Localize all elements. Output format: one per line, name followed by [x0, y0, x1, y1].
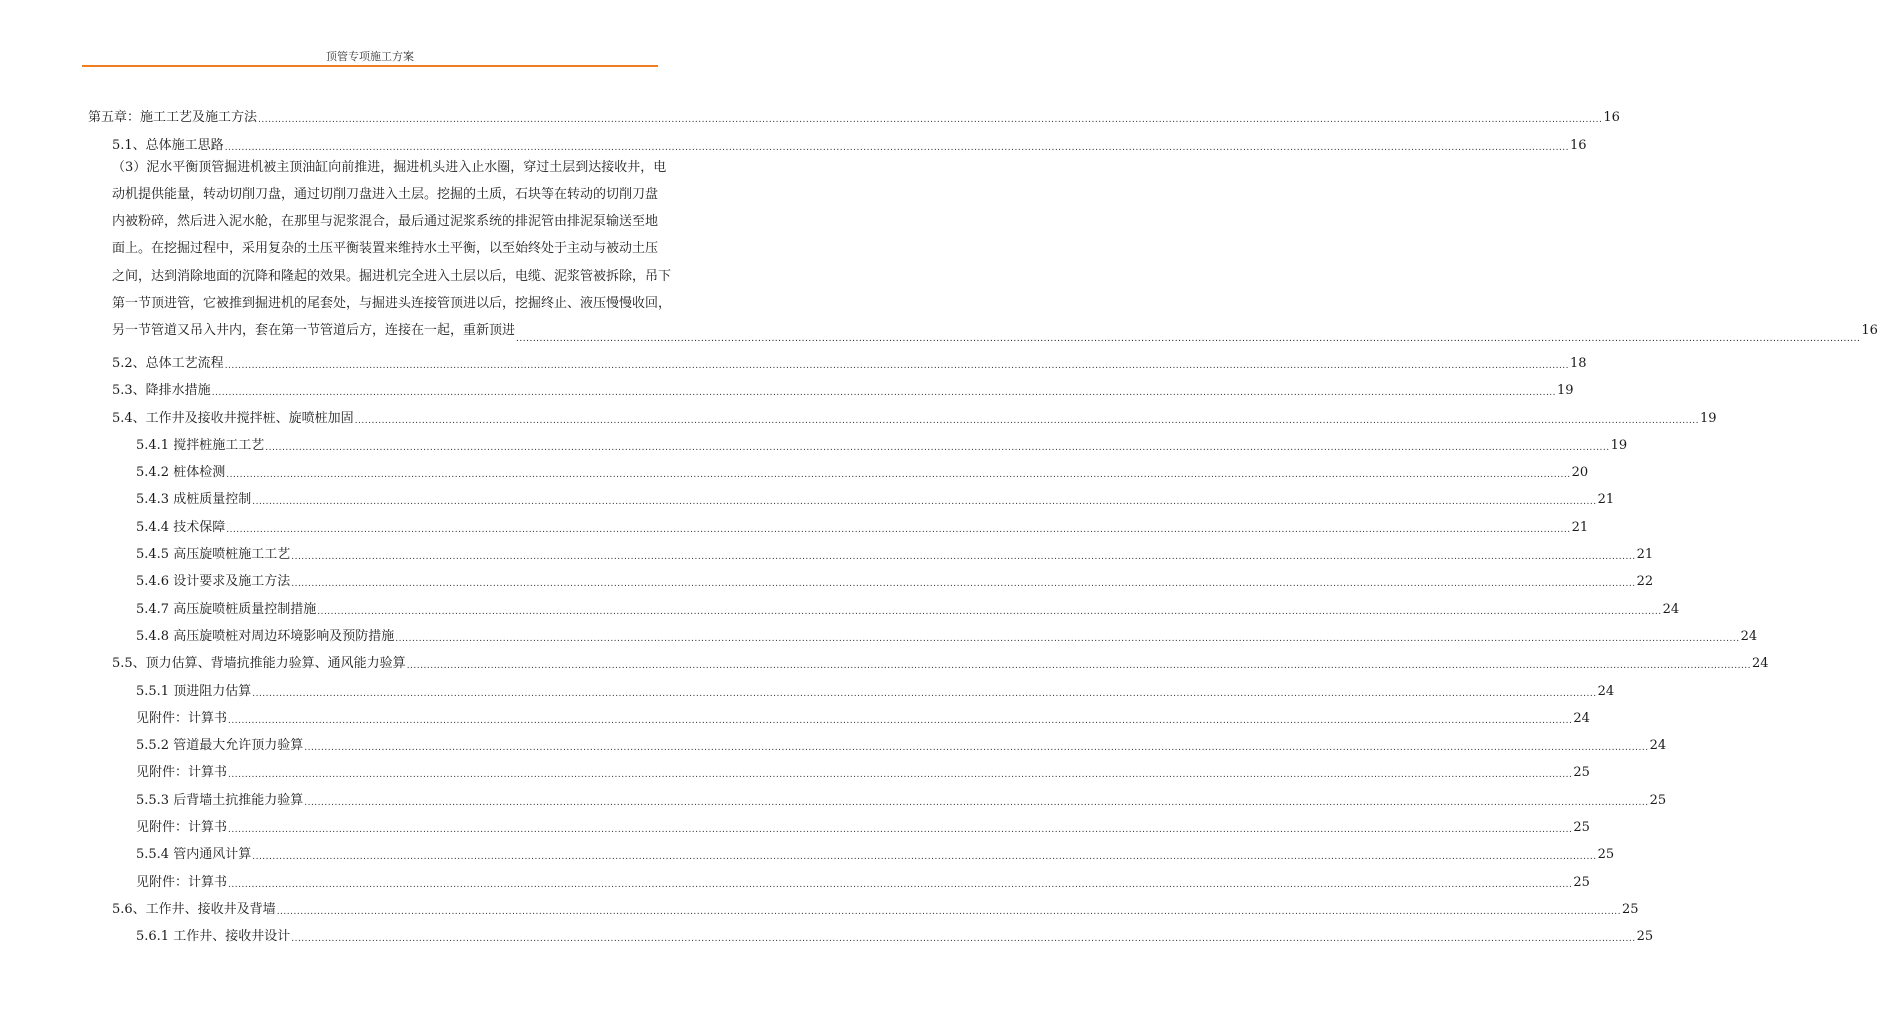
toc-leader-dots: ................................................................................................................................................................................................................................................................................................................................................................................................................	[291, 934, 1636, 945]
toc-entry[interactable]	[88, 427, 1628, 454]
toc-entry-page: 25	[1573, 820, 1590, 836]
toc-leader-dots: ................................................................................................................................................................................................................................................................................................................................................................................................................	[252, 688, 1597, 699]
toc-leader-dots: ................................................................................................................................................................................................................................................................................................................................................................................................................	[228, 879, 1573, 890]
paragraph-line: 面上。在挖掘过程中，采用复杂的土压平衡装置来维持水土平衡，以至始终处于主动与被动土压	[112, 241, 659, 257]
table-of-contents	[88, 99, 1878, 945]
toc-entry[interactable]	[88, 126, 1587, 153]
toc-entry-label: 5.6、工作井、接收井及背墙	[112, 901, 276, 917]
toc-entry[interactable]	[88, 700, 1590, 727]
toc-entry-page: 21	[1636, 547, 1654, 563]
toc-entry[interactable]	[88, 618, 1758, 645]
toc-entry-page: 19	[1557, 383, 1574, 399]
toc-leader-dots: ................................................................................................................................................................................................................................................................................................................................................................................................................	[317, 606, 1662, 617]
toc-entry-page: 25	[1636, 929, 1654, 945]
toc-entry[interactable]	[88, 645, 1769, 672]
toc-entry-label: 见附件：计算书	[136, 820, 228, 836]
toc-leader-dots: ................................................................................................................................................................................................................................................................................................................................................................................................................	[304, 797, 1649, 808]
toc-entry-page: 24	[1573, 710, 1590, 726]
toc-entry-page: 25	[1649, 792, 1667, 808]
toc-entry-page: 22	[1636, 574, 1654, 590]
page-header: 顶管专项施工方案	[326, 50, 414, 63]
toc-leader-dots: ................................................................................................................................................................................................................................................................................................................................................................................................................	[304, 743, 1649, 754]
toc-entry-page: 25	[1597, 847, 1615, 863]
toc-leader-dots: ................................................................................................................................................................................................................................................................................................................................................................................................................	[276, 906, 1622, 917]
paragraph-line: 第一节顶进管，它被推到掘进机的尾套处，与掘进头连接管顶进以后，挖掘终止、液压慢慢收回，	[112, 296, 672, 312]
toc-entry-page: 19	[1700, 410, 1717, 426]
toc-entry[interactable]	[88, 372, 1574, 399]
header-rule	[82, 65, 658, 67]
toc-entry-page: 16	[1861, 323, 1878, 339]
toc-entry-label: 5.3、降排水措施	[112, 383, 211, 399]
toc-entry[interactable]	[88, 727, 1667, 754]
toc-entry[interactable]	[88, 754, 1590, 781]
toc-leader-dots: ................................................................................................................................................................................................................................................................................................................................................................................................................	[228, 770, 1573, 781]
toc-leader-dots: ................................................................................................................................................................................................................................................................................................................................................................................................................	[258, 115, 1603, 126]
toc-leader-dots: ................................................................................................................................................................................................................................................................................................................................................................................................................	[291, 579, 1636, 590]
toc-entry-page: 16	[1603, 110, 1620, 126]
toc-entry-label: 5.1、总体施工思路	[112, 137, 224, 153]
toc-entry-label: 第五章：施工工艺及施工方法	[88, 110, 258, 126]
toc-entry[interactable]	[88, 590, 1680, 617]
paragraph-line: （3）泥水平衡顶管掘进机被主顶油缸向前推进，掘进机头进入止水圈，穿过土层到达接收井，电	[112, 159, 667, 175]
toc-entry-label: 5.4.7 高压旋喷桩质量控制措施	[136, 601, 317, 617]
toc-leader-dots: ................................................................................................................................................................................................................................................................................................................................................................................................................	[226, 524, 1571, 535]
toc-entry[interactable]	[88, 454, 1589, 481]
toc-entry[interactable]	[88, 536, 1654, 563]
toc-entry-label: 5.4.5 高压旋喷桩施工工艺	[136, 547, 291, 563]
toc-entry-label: 5.5.1 顶进阻力估算	[136, 683, 252, 699]
toc-entry-label: 5.4.6 设计要求及施工方法	[136, 574, 291, 590]
paragraph-line: 另一节管道又吊入井内，套在第一节管道后方，连接在一起，重新顶进	[112, 323, 516, 339]
toc-entry-page: 24	[1752, 656, 1769, 672]
toc-entry-page: 24	[1740, 628, 1758, 644]
toc-leader-dots: ................................................................................................................................................................................................................................................................................................................................................................................................................	[354, 415, 1700, 426]
toc-leader-dots: ................................................................................................................................................................................................................................................................................................................................................................................................................	[252, 852, 1597, 863]
toc-leader-dots: ................................................................................................................................................................................................................................................................................................................................................................................................................	[395, 633, 1740, 644]
toc-entry-label: 5.5.3 后背墙土抗推能力验算	[136, 792, 304, 808]
toc-leader-dots: ................................................................................................................................................................................................................................................................................................................................................................................................................	[265, 442, 1610, 453]
toc-entry-page: 25	[1573, 765, 1590, 781]
toc-leader-dots: ................................................................................................................................................................................................................................................................................................................................................................................................................	[516, 333, 1861, 344]
toc-entry-page: 19	[1610, 437, 1628, 453]
toc-entry-page: 25	[1622, 901, 1639, 917]
toc-entry[interactable]	[88, 891, 1639, 918]
toc-entry-label: 5.6.1 工作井、接收井设计	[136, 929, 291, 945]
toc-entry-page: 24	[1597, 683, 1615, 699]
toc-entry-page: 24	[1662, 601, 1680, 617]
paragraph-line: 内被粉碎，然后进入泥水舱，在那里与泥浆混合，最后通过泥浆系统的排泥管由排泥泵输送至地	[112, 214, 659, 230]
toc-entry-page: 21	[1597, 492, 1615, 508]
toc-entry[interactable]	[88, 563, 1654, 590]
toc-entry-label: 5.4.1 搅拌桩施工工艺	[136, 437, 265, 453]
toc-leader-dots: ................................................................................................................................................................................................................................................................................................................................................................................................................	[228, 825, 1573, 836]
toc-leader-dots: ................................................................................................................................................................................................................................................................................................................................................................................................................	[252, 497, 1597, 508]
toc-entry[interactable]	[88, 99, 1620, 126]
toc-entry-page: 18	[1570, 355, 1587, 371]
toc-entry[interactable]	[88, 399, 1717, 426]
toc-entry-label: 见附件：计算书	[136, 710, 228, 726]
toc-leader-dots: ................................................................................................................................................................................................................................................................................................................................................................................................................	[406, 661, 1752, 672]
toc-entry-label: 5.4.4 技术保障	[136, 519, 226, 535]
toc-entry[interactable]	[88, 809, 1590, 836]
toc-entry[interactable]	[88, 781, 1667, 808]
toc-entry-label: 5.5、顶力估算、背墙抗推能力验算、通风能力验算	[112, 656, 406, 672]
toc-leader-dots: ................................................................................................................................................................................................................................................................................................................................................................................................................	[226, 470, 1571, 481]
toc-entry-page: 16	[1570, 137, 1587, 153]
toc-entry-label: 见附件：计算书	[136, 765, 228, 781]
toc-entry-page: 25	[1573, 874, 1590, 890]
toc-leader-dots: ................................................................................................................................................................................................................................................................................................................................................................................................................	[224, 360, 1570, 371]
toc-entry-label: 5.4.3 成桩质量控制	[136, 492, 252, 508]
toc-leader-dots: ................................................................................................................................................................................................................................................................................................................................................................................................................	[211, 388, 1557, 399]
toc-leader-dots: ................................................................................................................................................................................................................................................................................................................................................................................................................	[224, 142, 1570, 153]
toc-entry[interactable]	[88, 508, 1589, 535]
toc-entry-label: 见附件：计算书	[136, 874, 228, 890]
toc-entry[interactable]	[88, 836, 1615, 863]
toc-entry[interactable]	[88, 863, 1590, 890]
paragraph-line: 动机提供能量，转动切削刀盘，通过切削刀盘进入土层。挖掘的土质，石块等在转动的切削刀盘	[112, 186, 659, 202]
toc-entry-label: 5.4.8 高压旋喷桩对周边环境影响及预防措施	[136, 628, 395, 644]
toc-entry-page: 24	[1649, 738, 1667, 754]
toc-entry[interactable]	[88, 918, 1654, 945]
toc-entry[interactable]	[88, 481, 1615, 508]
toc-entry-page: 20	[1571, 465, 1589, 481]
toc-entry[interactable]	[88, 672, 1615, 699]
toc-entry-page: 21	[1571, 519, 1589, 535]
toc-leader-dots: ................................................................................................................................................................................................................................................................................................................................................................................................................	[228, 715, 1573, 726]
toc-entry[interactable]	[88, 345, 1587, 372]
toc-entry-label: 5.2、总体工艺流程	[112, 355, 224, 371]
paragraph-last-line	[112, 317, 1878, 344]
toc-entry-label: 5.5.4 管内通风计算	[136, 847, 252, 863]
toc-paragraph-entry[interactable]	[88, 154, 1878, 345]
toc-entry-label: 5.4.2 桩体检测	[136, 465, 226, 481]
toc-leader-dots: ................................................................................................................................................................................................................................................................................................................................................................................................................	[291, 552, 1636, 563]
toc-entry-label: 5.4、工作井及接收井搅拌桩、旋喷桩加固	[112, 410, 354, 426]
toc-entry-label: 5.5.2 管道最大允许顶力验算	[136, 738, 304, 754]
paragraph-line: 之间，达到消除地面的沉降和隆起的效果。掘进机完全进入土层以后，电缆、泥浆管被拆除，吊下	[112, 268, 672, 284]
